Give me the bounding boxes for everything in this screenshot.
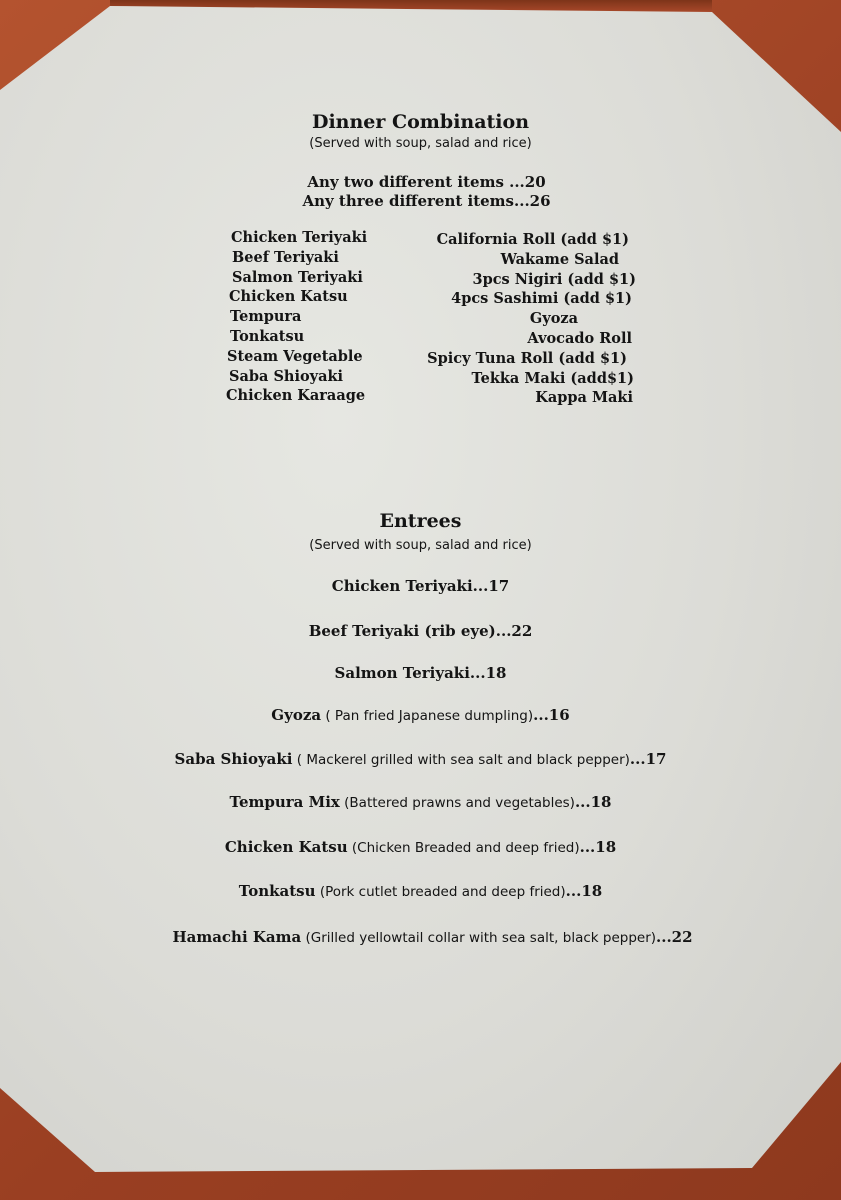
- combo-item: Kappa Maki: [535, 389, 633, 407]
- combo-item: Tempura: [230, 308, 302, 326]
- entree-name: Chicken Teriyaki...17: [331, 577, 510, 595]
- combo-item: Steam Vegetable: [227, 347, 363, 365]
- entree-name: Gyoza: [271, 706, 322, 724]
- entrees-title: Entrees: [379, 510, 462, 532]
- combo-item: Tekka Maki (add$1): [471, 369, 634, 387]
- combo-item: Gyoza: [529, 310, 578, 328]
- entree-description: (Battered prawns and vegetables): [339, 795, 575, 811]
- entree-description: (Grilled yellowtail collar with sea salt, black pepper): [301, 930, 657, 946]
- combo-item: Saba Shioyaki: [229, 367, 344, 385]
- entree-item: [0, 577, 841, 595]
- entree-description: ( Pan fried Japanese dumpling): [321, 708, 534, 724]
- combo-item: 4pcs Sashimi (add $1): [451, 290, 632, 308]
- entree-item: [0, 793, 841, 811]
- entree-item: [0, 664, 841, 682]
- entree-price: ...22: [656, 928, 693, 946]
- entree-item: [0, 750, 841, 768]
- entree-price: ...17: [629, 750, 667, 768]
- combo-item: Chicken Katsu: [229, 288, 348, 306]
- entree-price: ...18: [579, 838, 617, 856]
- combo-right-column: [400, 230, 636, 408]
- dinner-combination-title: Dinner Combination: [311, 111, 530, 133]
- entree-description: (Chicken Breaded and deep fried): [347, 840, 580, 856]
- entree-name: Tempura Mix: [229, 793, 340, 811]
- combo-item: Avocado Roll: [527, 329, 632, 347]
- entree-name: Hamachi Kama: [172, 928, 302, 946]
- entree-item: [0, 838, 841, 856]
- entree-description: (Pork cutlet breaded and deep fried): [315, 884, 566, 900]
- combo-left-column: [226, 228, 426, 406]
- entree-description: ( Mackerel grilled with sea salt and black pepper): [292, 752, 630, 768]
- entree-price: ...16: [533, 706, 570, 724]
- combo-item: Chicken Karaage: [226, 387, 366, 405]
- entree-item: [0, 706, 841, 724]
- combo-item: California Roll (add $1): [436, 231, 629, 248]
- combo-item: 3pcs Nigiri (add $1): [472, 270, 636, 288]
- entree-name: Chicken Katsu: [224, 838, 348, 856]
- combo-price-two: Any two different items ...20: [307, 173, 546, 191]
- entree-name: Saba Shioyaki: [174, 750, 293, 768]
- combo-item: Spicy Tuna Roll (add $1): [427, 349, 627, 367]
- entree-name: Beef Teriyaki (rib eye)...22: [308, 622, 533, 640]
- entree-item: [12, 928, 841, 946]
- entrees-subtitle: (Served with soup, salad and rice): [309, 538, 532, 553]
- combo-item: Wakame Salad: [500, 250, 619, 268]
- combo-price-three: Any three different items...26: [302, 192, 551, 210]
- combo-item: Salmon Teriyaki: [232, 268, 363, 286]
- entree-item: [0, 882, 841, 900]
- entree-price: ...18: [565, 882, 603, 900]
- combo-item: Beef Teriyaki: [232, 248, 339, 266]
- entree-price: ...18: [574, 793, 612, 811]
- entree-item: [0, 622, 841, 640]
- combo-item: Tonkatsu: [230, 327, 305, 345]
- combo-item: Chicken Teriyaki: [231, 229, 368, 246]
- dinner-combination-subtitle: (Served with soup, salad and rice): [309, 136, 532, 151]
- entree-name: Tonkatsu: [238, 882, 316, 900]
- entree-name: Salmon Teriyaki...18: [334, 664, 507, 682]
